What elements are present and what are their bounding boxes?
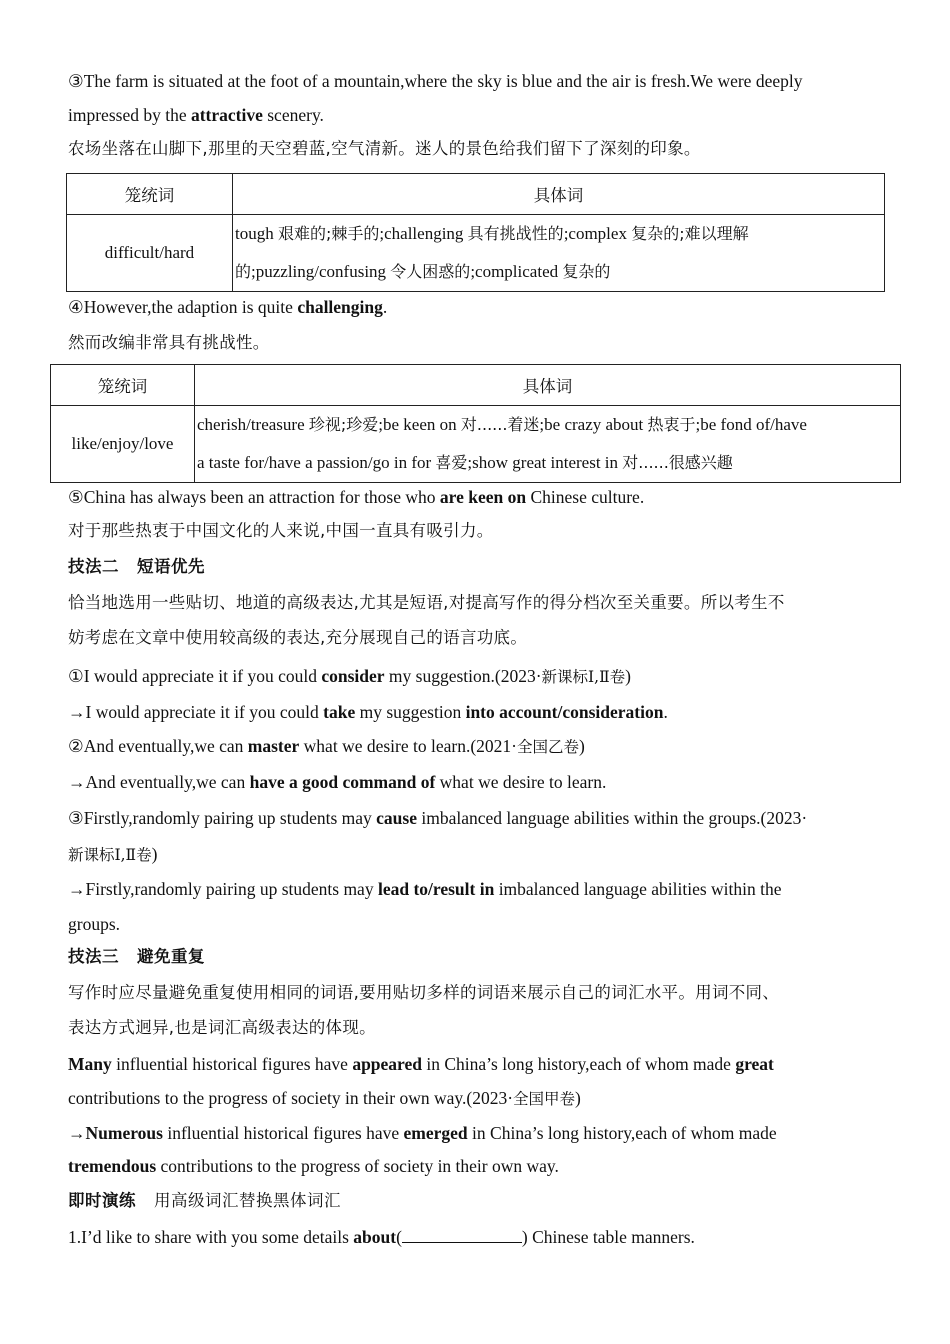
technique-3-heading: 技法三 避免重复 bbox=[68, 947, 205, 966]
technique-2-heading: 技法二 短语优先 bbox=[68, 557, 205, 576]
example-3-translation: 农场坐落在山脚下,那里的天空碧蓝,空气清新。迷人的景色给我们留下了深刻的印象。 bbox=[68, 139, 701, 158]
vocab-table-difficult bbox=[66, 173, 885, 292]
general-word: like/enjoy/love bbox=[51, 406, 195, 483]
example-3-line-2: impressed by the attractive scenery. bbox=[68, 105, 324, 125]
practice-question-1: 1.I’d like to share with you some details about( ) Chinese table manners. bbox=[68, 1227, 695, 1247]
technique-3-example-line-2: contributions to the progress of society in their own way.(2023·全国甲卷) bbox=[68, 1088, 581, 1108]
example-4-translation: 然而改编非常具有挑战性。 bbox=[68, 333, 270, 352]
technique-2-rewrite-1: →I would appreciate it if you could take my suggestion into account/consideration. bbox=[68, 702, 668, 722]
general-word: difficult/hard bbox=[67, 215, 233, 292]
table-row bbox=[67, 215, 885, 292]
technique-3-paragraph-line-2: 表达方式迥异,也是词汇高级表达的体现。 bbox=[68, 1018, 376, 1037]
technique-2-rewrite-3: →Firstly,randomly pairing up students may lead to/result in imbalanced language abilities within the bbox=[68, 879, 782, 899]
example-3-line-1: ③The farm is situated at the foot of a mountain,where the sky is blue and the air is fresh.We were deeply bbox=[68, 71, 803, 91]
table-header-row bbox=[51, 365, 901, 406]
technique-2-paragraph-line-1: 恰当地选用一些贴切、地道的高级表达,尤其是短语,对提高写作的得分档次至关重要。所以考生不 bbox=[68, 593, 785, 612]
example-5-translation: 对于那些热衷于中国文化的人来说,中国一直具有吸引力。 bbox=[68, 521, 494, 540]
table-header-specific: 具体词 bbox=[195, 365, 901, 406]
answer-blank[interactable] bbox=[402, 1228, 522, 1243]
table-header-general: 笼统词 bbox=[67, 174, 233, 215]
technique-2-rewrite-3-cont: groups. bbox=[68, 914, 121, 934]
technique-2-rewrite-2: →And eventually,we can have a good command of what we desire to learn. bbox=[68, 772, 607, 792]
table-header-general: 笼统词 bbox=[51, 365, 195, 406]
table-row bbox=[51, 406, 901, 483]
table-header-row bbox=[67, 174, 885, 215]
technique-3-rewrite-line-1: →Numerous influential historical figures have emerged in China’s long history,each of whom made bbox=[68, 1123, 777, 1143]
technique-2-example-1: ①I would appreciate it if you could consider my suggestion.(2023·新课标Ⅰ,Ⅱ卷) bbox=[68, 666, 631, 686]
technique-2-example-2: ②And eventually,we can master what we desire to learn.(2021·全国乙卷) bbox=[68, 736, 585, 756]
example-5: ⑤China has always been an attraction for those who are keen on Chinese culture. bbox=[68, 487, 645, 507]
vocab-table-like bbox=[50, 364, 901, 483]
practice-heading: 即时演练 用高级词汇替换黑体词汇 bbox=[68, 1191, 341, 1210]
table-header-specific: 具体词 bbox=[233, 174, 885, 215]
technique-3-example-line-1: Many influential historical figures have appeared in China’s long history,each of whom made great bbox=[68, 1054, 774, 1074]
technique-2-paragraph-line-2: 妨考虑在文章中使用较高级的表达,充分展现自己的语言功底。 bbox=[68, 628, 528, 647]
technique-3-rewrite-line-2: tremendous contributions to the progress of society in their own way. bbox=[68, 1156, 559, 1176]
technique-3-paragraph-line-1: 写作时应尽量避免重复使用相同的词语,要用贴切多样的词语来展示自己的词汇水平。用词不同、 bbox=[68, 983, 780, 1002]
specific-words: tough 艰难的;棘手的;challenging 具有挑战性的;complex 复杂的;难以理解 的;puzzling/confusing 令人困惑的;complicated 复杂的 bbox=[233, 215, 885, 292]
example-4: ④However,the adaption is quite challenging. bbox=[68, 297, 388, 317]
specific-words: cherish/treasure 珍视;珍爱;be keen on 对......着迷;be crazy about 热衷于;be fond of/have a taste for/have a passion/go in for 喜爱;show great interest in 对......很感兴趣 bbox=[195, 406, 901, 483]
technique-2-example-3: ③Firstly,randomly pairing up students may cause imbalanced language abilities within the groups.(2023· bbox=[68, 808, 808, 828]
technique-2-example-3-source: 新课标Ⅰ,Ⅱ卷) bbox=[68, 844, 158, 864]
